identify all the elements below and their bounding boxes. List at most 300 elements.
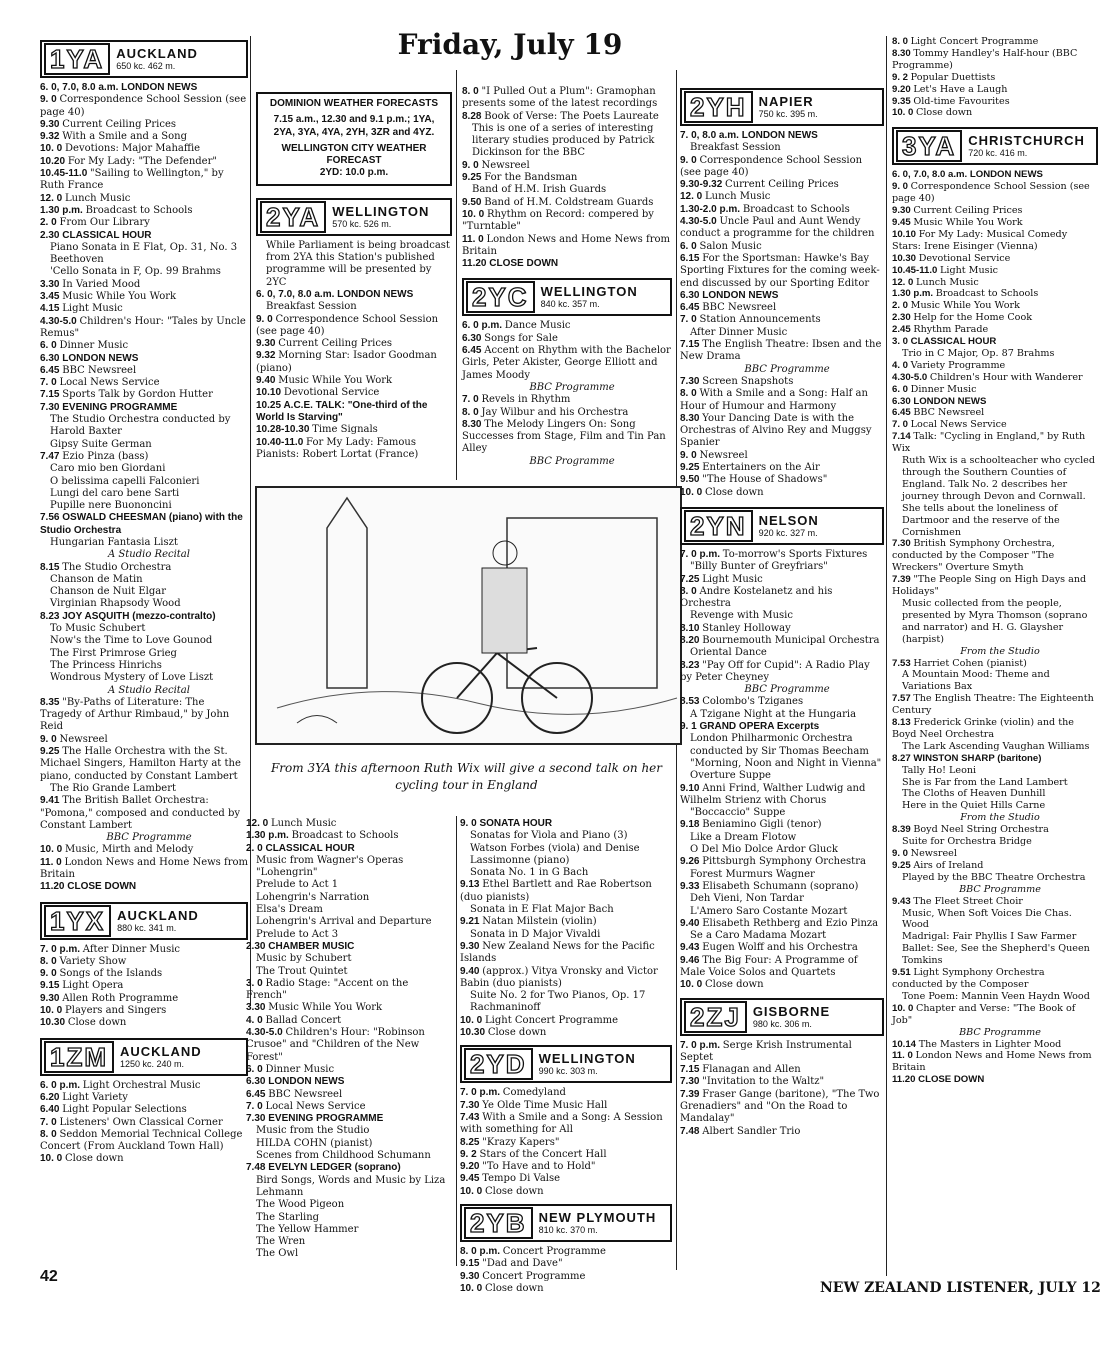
programme-title: Music While You Work <box>913 216 1023 228</box>
programme-time: 9.25 <box>462 172 485 184</box>
programme-time: 8.25 <box>460 1136 483 1148</box>
programme-title: Lunch Music <box>916 276 979 288</box>
programme-entry <box>892 1003 1098 1027</box>
column-1 <box>40 36 248 1166</box>
programme-title: Eugen Wolff and his Orchestra <box>702 942 858 954</box>
programme-entry: Music, When Soft Voices Die Chas. Wood <box>902 907 1072 931</box>
programme-title: Close down <box>705 979 764 991</box>
programme-entry <box>40 746 248 783</box>
programme-entry <box>892 229 1098 253</box>
programme-time: 9.50 <box>680 474 703 486</box>
programme-entry <box>462 160 672 172</box>
programme-entry <box>40 131 248 143</box>
programme-title: For My Lady: Musical Comedy Stars: Irene Eisinger (Vienna) <box>892 228 1068 252</box>
programme-time: 10. 0 <box>460 1185 486 1197</box>
programme-title: The Halle Orchestra with the St. Michael Singers, Hamilton Harty at the piano, conducted by Constant Lambert <box>40 746 241 782</box>
programme-time: 6. 0 <box>40 340 60 352</box>
programme-list-2ya <box>256 240 452 461</box>
programme-entry <box>40 143 248 155</box>
programme-title: Old-time Favourites <box>913 95 1010 107</box>
programme-time: 4.15 <box>40 303 63 315</box>
station-name: WELLINGTON <box>538 1051 636 1067</box>
programme-title: New Zealand News for the Pacific Islands <box>460 940 655 965</box>
station-header-2ya <box>256 198 452 236</box>
programme-title: The Studio Orchestra <box>62 561 172 573</box>
programme-time: 9.46 <box>680 954 703 966</box>
programme-time: 8.28 <box>462 110 485 122</box>
programme-title: Songs of the Islands <box>59 968 163 980</box>
programme-entry <box>680 179 884 191</box>
programme-time: 10. 0 <box>680 486 706 498</box>
programme-title: Dinner Music <box>59 340 129 352</box>
programme-time: 10. 0 <box>40 1153 66 1165</box>
programme-time: 11.20 <box>462 258 490 270</box>
programme-title: After Dinner Music <box>82 943 181 955</box>
programme-entry <box>40 993 248 1005</box>
programme-title: The Melody Lingers On: Song Successes from Stage, Film and Tin Pan Alley <box>462 418 666 455</box>
programme-time: 10. 0 <box>40 143 66 155</box>
station-name: WELLINGTON <box>332 203 430 219</box>
programme-title: Light Symphony Orchestra conducted by the Composer <box>892 967 1045 990</box>
programme-entry <box>246 941 452 953</box>
programme-time: 9.26 <box>680 856 703 868</box>
programme-title: Stanley Holloway <box>702 622 791 634</box>
programme-entry <box>680 241 884 253</box>
programme-time: 9.33 <box>680 880 703 892</box>
programme-entry: Ruth Wix is a schoolteacher who cycled through the Southern Counties of England. Talk No. 2 describes her journey through Devon and Cornwall. She tells about the loneliness of Dartmoor and the reserve of the Cornishmen <box>902 455 1095 538</box>
station-header-2zj <box>680 998 884 1036</box>
programme-title: LONDON NEWS <box>337 288 414 300</box>
programme-entry <box>892 72 1098 84</box>
programme-title: Fraser Gange (baritone), "The Two Grenadiers" and "On the Road to Mandalay" <box>680 1088 880 1125</box>
programme-entry <box>680 216 884 241</box>
programme-entry <box>892 1074 1098 1086</box>
programme-entry <box>892 205 1098 217</box>
programme-entry: Sonata No. 1 in G Bach <box>470 867 589 879</box>
programme-list-2yn <box>680 549 884 992</box>
programme-time: 7.30 <box>246 1113 269 1125</box>
programme-time: 7.15 <box>680 1064 703 1076</box>
programme-time: 9.32 <box>40 131 63 143</box>
programme-title: The English Theatre: Ibsen and the New Drama <box>680 339 882 363</box>
programme-entry <box>680 1126 884 1138</box>
programme-entry <box>40 94 248 119</box>
programme-entry <box>680 1089 884 1126</box>
programme-title: For My Lady: Famous Pianists: Robert Lortat (France) <box>256 436 419 460</box>
programme-entry <box>680 302 884 314</box>
programme-entry <box>680 204 884 216</box>
programme-entry <box>680 635 884 647</box>
programme-title: OSWALD CHEESMAN (piano) with the Studio Orchestra <box>40 512 243 536</box>
programme-entry <box>40 1117 248 1129</box>
programme-title: CLOSE DOWN <box>67 881 137 893</box>
column-3-lower <box>460 818 672 1295</box>
programme-entry <box>680 660 884 685</box>
programme-time: 9.13 <box>460 879 483 891</box>
programme-entry <box>892 48 1098 72</box>
programme-title: "I Pulled Out a Plum": Gramophan presents some of the latest recordings <box>462 86 658 110</box>
column-rule <box>886 36 887 1276</box>
station-name: CHRISTCHURCH <box>968 133 1085 149</box>
programme-title: Correspondence School Session (see page 40) <box>40 94 247 118</box>
programme-entry <box>40 193 248 205</box>
programme-title: WINSTON SHARP (baritone) <box>913 752 1042 764</box>
programme-entry <box>892 384 1098 396</box>
programme-title: EVENING PROGRAMME <box>62 401 178 413</box>
programme-title: "Pay Off for Cupid": A Radio Play by Peter Cheyney <box>680 659 870 683</box>
programme-entry <box>40 944 248 956</box>
programme-time: 7.56 <box>40 512 63 524</box>
programme-time: 7.53 <box>892 657 914 669</box>
programme-title: LONDON NEWS <box>741 130 818 141</box>
programme-title: LONDON NEWS <box>969 169 1043 181</box>
programme-entry: This is one of a series of interesting literary studies produced by Patrick Dickinson for the BBC <box>472 122 655 159</box>
programme-time: 8. 0 p.m. <box>460 1246 503 1258</box>
station-frequency: 810 kc. 370 m. <box>538 1225 598 1236</box>
programme-entry <box>892 538 1098 574</box>
programme-time: 10. 0 <box>460 1282 486 1294</box>
programme-time: 9.40 <box>680 917 703 929</box>
programme-title: SONATA HOUR <box>479 818 553 829</box>
programme-title: Dance Music <box>504 320 571 332</box>
programme-entry: The First Primrose Grieg <box>50 647 177 659</box>
programme-entry: Music collected from the people, presented by Myra Thomson (soprano and narrator) and H. G. Glaysher (harpist) <box>902 597 1088 645</box>
programme-time: 6.45 <box>462 345 485 357</box>
programme-title: Entertainers on the Air <box>702 462 820 474</box>
programme-entry <box>40 402 248 414</box>
programme-time: 9.10 <box>680 782 703 794</box>
programme-entry <box>680 155 884 180</box>
programme-time: 8. 0 <box>892 36 911 47</box>
programme-entry <box>40 389 248 401</box>
programme-entry <box>256 338 452 350</box>
programme-entry: Now's the Time to Love Gounod <box>50 635 213 647</box>
programme-entry <box>40 1092 248 1104</box>
programme-entry <box>40 119 248 131</box>
programme-entry <box>892 967 1098 991</box>
programme-entry <box>460 1149 672 1161</box>
programme-time: 8. 0 <box>680 585 700 597</box>
programme-entry: Suite No. 2 for Two Pianos, Op. 17 Rachmaninoff <box>470 990 646 1014</box>
programme-time: 9.35 <box>892 95 914 107</box>
programme-entry <box>680 942 884 954</box>
programme-entry: A Studio Recital <box>108 684 190 696</box>
weather-forecast-box <box>256 92 452 186</box>
programme-entry: Tone Poem: Mannin Veen Haydn Wood <box>902 990 1090 1002</box>
programme-time: 6.30 <box>680 289 703 301</box>
programme-title: "By-Paths of Literature: The Tragedy of Arthur Rimbaud," by John Reid <box>40 696 230 733</box>
programme-entry: 'Cello Sonata in F, Op. 99 Brahms <box>50 266 221 278</box>
programme-title: Music While You Work <box>910 300 1020 312</box>
programme-time: 4.30-5.0 <box>40 315 80 327</box>
programme-entry: Here in the Quiet Hills Carne <box>902 800 1046 812</box>
programme-time: 7.48 <box>680 1125 703 1137</box>
station-name: AUCKLAND <box>116 46 198 61</box>
station-header-2yc <box>462 278 672 316</box>
programme-time: 6.20 <box>40 1091 63 1103</box>
programme-entry <box>460 1137 672 1149</box>
programme-title: Your Dancing Date is with the Orchestras of Alvino Rey and Muggsy Spanier <box>680 412 872 449</box>
programme-entry <box>892 574 1098 598</box>
programme-entry <box>40 230 248 242</box>
programme-entry: Chanson de Nuit Elgar <box>50 586 166 598</box>
programme-entry <box>40 82 248 94</box>
programme-entry: Bird Songs, Words and Music by Liza Lehmann <box>256 1174 446 1198</box>
programme-title: Sports Talk by Gordon Hutter <box>62 389 213 401</box>
programme-time: 11. 0 <box>892 1050 916 1062</box>
programme-title: CHAMBER MUSIC <box>268 940 355 952</box>
programme-time: 9.20 <box>892 83 914 95</box>
programme-entry <box>40 844 248 856</box>
programme-entry <box>460 1173 672 1185</box>
programme-entry <box>680 1064 884 1076</box>
programme-entry <box>680 413 884 450</box>
programme-entry: Breakfast Session <box>690 142 781 154</box>
programme-entry <box>892 336 1098 348</box>
programme-entry: Watson Forbes (viola) and Denise Lassimonne (piano) <box>470 842 640 866</box>
programme-time: 7.47 <box>40 450 63 462</box>
station-header-1yx <box>40 902 248 940</box>
footer-title: NEW ZEALAND LISTENER, JULY 12 <box>820 1280 1101 1296</box>
programme-time: 7.39 <box>892 574 914 586</box>
programme-time: 7.30 <box>680 1076 703 1088</box>
programme-time: 8. 0 <box>680 388 700 400</box>
programme-title: Music While You Work <box>62 291 177 303</box>
programme-time: 9.51 <box>892 967 914 979</box>
programme-time: 9. 0 <box>460 818 480 829</box>
programme-title: Lunch Music <box>271 818 337 829</box>
programme-entry: Lungi del caro bene Sarti <box>50 487 180 499</box>
station-header-1zm <box>40 1038 248 1076</box>
programme-title: London News and Home News from Britain <box>462 233 670 257</box>
programme-entry: Forest Murmurs Wagner <box>690 868 815 880</box>
programme-entry <box>460 1087 672 1099</box>
programme-time: 4.30-5.0 <box>680 216 720 228</box>
programme-title: Newsreel <box>699 449 748 461</box>
programme-title: Airs of Ireland <box>913 859 984 871</box>
programme-entry <box>460 1015 672 1027</box>
programme-entry <box>892 1039 1098 1051</box>
programme-title: Music, Mirth and Melody <box>65 844 194 856</box>
programme-title: Current Ceiling Prices <box>913 205 1023 217</box>
programme-time: 7.14 <box>892 431 914 443</box>
programme-entry <box>40 968 248 980</box>
programme-entry: Band of H.M. Irish Guards <box>472 184 607 196</box>
programme-time: 6.45 <box>680 302 703 314</box>
programme-entry: BBC Programme <box>959 883 1041 895</box>
programme-title: Rhythm Parade <box>913 324 989 336</box>
programme-time: 6. 0 <box>246 1063 266 1075</box>
programme-time: 9.30 <box>892 205 914 217</box>
programme-entry <box>462 209 672 234</box>
programme-title: From Our Library <box>59 217 150 229</box>
programme-time: 7.30 <box>460 1099 483 1111</box>
programme-time: 1.30 p.m. <box>40 204 86 216</box>
programme-time: 10.14 <box>892 1038 919 1050</box>
programme-entry <box>892 372 1098 384</box>
programme-time: 4. 0 <box>246 1014 266 1026</box>
weather-times: 7.15 a.m., 12.30 and 9.1 p.m.; 1YA, 2YA, 3YA, 4YA, 2YH, 3ZR and 4YZ. <box>273 114 435 138</box>
programme-time: 10.40-11.0 <box>256 436 307 448</box>
programme-entry <box>40 1017 248 1029</box>
programme-title: Station Announcements <box>699 314 821 326</box>
programme-time: 9.43 <box>680 942 703 954</box>
programme-entry <box>892 848 1098 860</box>
programme-time: 9.45 <box>892 216 914 228</box>
programme-title: Close down <box>485 1185 544 1197</box>
programme-title: LONDON NEWS <box>121 82 198 93</box>
programme-entry <box>40 156 248 168</box>
programme-entry <box>460 966 672 991</box>
programme-entry <box>680 819 884 831</box>
programme-entry <box>462 172 672 184</box>
programme-entry <box>40 377 248 389</box>
programme-time: 6.45 <box>40 364 63 376</box>
programme-entry <box>892 277 1098 289</box>
programme-entry: O Del Mio Dolce Ardor Gluck <box>690 844 838 856</box>
programme-entry <box>462 86 672 111</box>
programme-title: Concert Programme <box>482 1270 586 1282</box>
programme-title: (approx.) Vitya Vronsky and Victor Babin (duo pianists) <box>460 965 658 989</box>
programme-title: Tommy Handley's Half-hour (BBC Programme) <box>892 47 1078 71</box>
programme-entry <box>246 1162 452 1174</box>
programme-entry: BBC Programme <box>744 684 830 696</box>
programme-entry <box>892 824 1098 836</box>
programme-entry <box>246 1002 452 1014</box>
programme-time: 7. 0 <box>462 394 482 406</box>
programme-time: 9. 0 <box>680 154 700 166</box>
programme-time: 10.10 <box>892 228 919 240</box>
programme-entry <box>680 487 884 499</box>
programme-time: 7.30 <box>892 538 914 550</box>
programme-entry <box>256 387 452 399</box>
programme-time: 8.30 <box>462 418 485 430</box>
programme-entry <box>680 1040 884 1065</box>
column-5 <box>892 36 1098 1086</box>
programme-entry <box>892 84 1098 96</box>
programme-entry <box>256 314 452 339</box>
programme-time: 8.10 <box>680 622 703 634</box>
programme-title: LONDON NEWS <box>62 352 139 364</box>
programme-title: Light Variety <box>62 1091 128 1103</box>
station-logo: 2YC <box>466 281 535 313</box>
programme-time: 7.25 <box>680 573 703 585</box>
programme-time: 6. 0 p.m. <box>462 320 505 332</box>
programme-title: Albert Sandler Trio <box>702 1125 801 1137</box>
programme-time: 2. 0 <box>892 300 911 312</box>
programme-entry: The Rio Grande Lambert <box>50 782 177 794</box>
programme-entry: Prelude to Act 3 <box>256 928 339 940</box>
programme-title: Chapter and Verse: "The Book of Job" <box>892 1002 1076 1026</box>
programme-entry <box>892 407 1098 419</box>
programme-title: CLASSICAL HOUR <box>265 842 355 854</box>
programme-title: To-morrow's Sports Fixtures <box>722 548 868 560</box>
station-logo: 2YB <box>464 1207 533 1239</box>
programme-time: 6. 0 <box>892 383 911 395</box>
station-frequency: 650 kc. 462 m. <box>116 61 176 71</box>
programme-title: For My Lady: "The Defender" <box>67 155 217 167</box>
programme-list-2yh <box>680 130 884 499</box>
programme-time: 1.30 p.m. <box>246 830 292 842</box>
programme-time: 7.48 <box>246 1162 269 1174</box>
programme-title: For the Bandsman <box>484 172 578 184</box>
column-2-upper <box>256 88 452 461</box>
programme-time: 7. 0 p.m. <box>40 943 83 955</box>
programme-title: Serge Krish Instrumental Septet <box>680 1039 852 1063</box>
programme-time: 11. 0 <box>40 856 65 868</box>
programme-title: London News and Home News from Britain <box>40 856 248 880</box>
station-logo: 2ZJ <box>684 1001 747 1033</box>
programme-entry: Ballet: See, See the Shepherd's Queen Tomkins <box>902 943 1090 967</box>
programme-time: 6. 0, 7.0, 8.0 a.m. <box>892 169 970 181</box>
illustration-drawing <box>257 488 680 743</box>
programme-entry: Prelude to Act 1 <box>256 879 339 891</box>
programme-entry <box>256 437 452 462</box>
programme-title: London News and Home News from Britain <box>892 1050 1092 1074</box>
programme-time: 9. 0 <box>892 181 911 193</box>
programme-entry: A Studio Recital <box>108 549 190 561</box>
programme-entry <box>460 818 672 830</box>
programme-time: 10.20 <box>40 155 68 167</box>
programme-time: 8.23 <box>680 659 703 671</box>
programme-title: Screen Snapshots <box>702 375 794 387</box>
programme-entry <box>892 860 1098 872</box>
programme-time: 8. 0 <box>462 406 482 418</box>
programme-entry <box>40 451 248 463</box>
programme-title: The British Ballet Orchestra: "Pomona," composed and conducted by Constant Lambert <box>40 795 241 831</box>
programme-title: Light Opera <box>62 980 124 992</box>
programme-title: Light Concert Programme <box>485 1014 619 1026</box>
programme-title: CLOSE DOWN <box>489 258 559 270</box>
station-frequency: 880 kc. 341 m. <box>117 922 177 933</box>
programme-time: 2.45 <box>892 324 914 336</box>
programme-time: 3.30 <box>246 1002 269 1014</box>
programme-entry <box>40 1080 248 1092</box>
programme-title: Flanagan and Allen <box>702 1064 801 1076</box>
programme-title: Natan Milstein (violin) <box>482 916 597 928</box>
programme-title: Children's Hour: "Robinson Crusoe" and "Children of the New Forest" <box>246 1027 425 1063</box>
programme-title: Allen Roth Programme <box>62 992 179 1004</box>
programme-title: Concert Programme <box>502 1246 606 1258</box>
station-name: GISBORNE <box>752 1003 831 1019</box>
station-header-2yh <box>680 88 884 126</box>
programme-entry: HILDA COHN (pianist) <box>256 1137 373 1149</box>
programme-entry <box>892 1050 1098 1074</box>
programme-title: Close down <box>67 1017 127 1029</box>
programme-title: LONDON NEWS <box>913 395 987 407</box>
programme-entry <box>680 549 884 561</box>
programme-title: Light Music <box>702 573 763 585</box>
programme-list-1yx <box>40 944 248 1030</box>
programme-entry <box>680 586 884 611</box>
programme-entry: L'Amero Saro Costante Mozart <box>690 905 848 917</box>
programme-time: 9.30 <box>40 992 63 1004</box>
programme-time: 9.25 <box>40 746 63 758</box>
programme-entry: Oriental Dance <box>690 647 767 659</box>
programme-entry <box>246 830 452 842</box>
programme-time: 7.57 <box>892 693 914 705</box>
programme-title: BBC Newsreel <box>702 302 777 314</box>
programme-entry <box>460 1186 672 1198</box>
programme-entry: Piano Sonata in E Flat, Op. 31, No. 3 Beethoven <box>50 241 238 266</box>
programme-entry: The Cloths of Heaven Dunhill <box>902 788 1046 800</box>
programme-time: 11.20 <box>892 1074 919 1086</box>
programme-title: Close down <box>487 1027 547 1039</box>
programme-entry <box>256 400 452 425</box>
programme-time: 8.23 <box>40 610 63 622</box>
programme-time: 10. 0 <box>680 979 706 991</box>
programme-time: 12. 0 <box>246 818 272 829</box>
